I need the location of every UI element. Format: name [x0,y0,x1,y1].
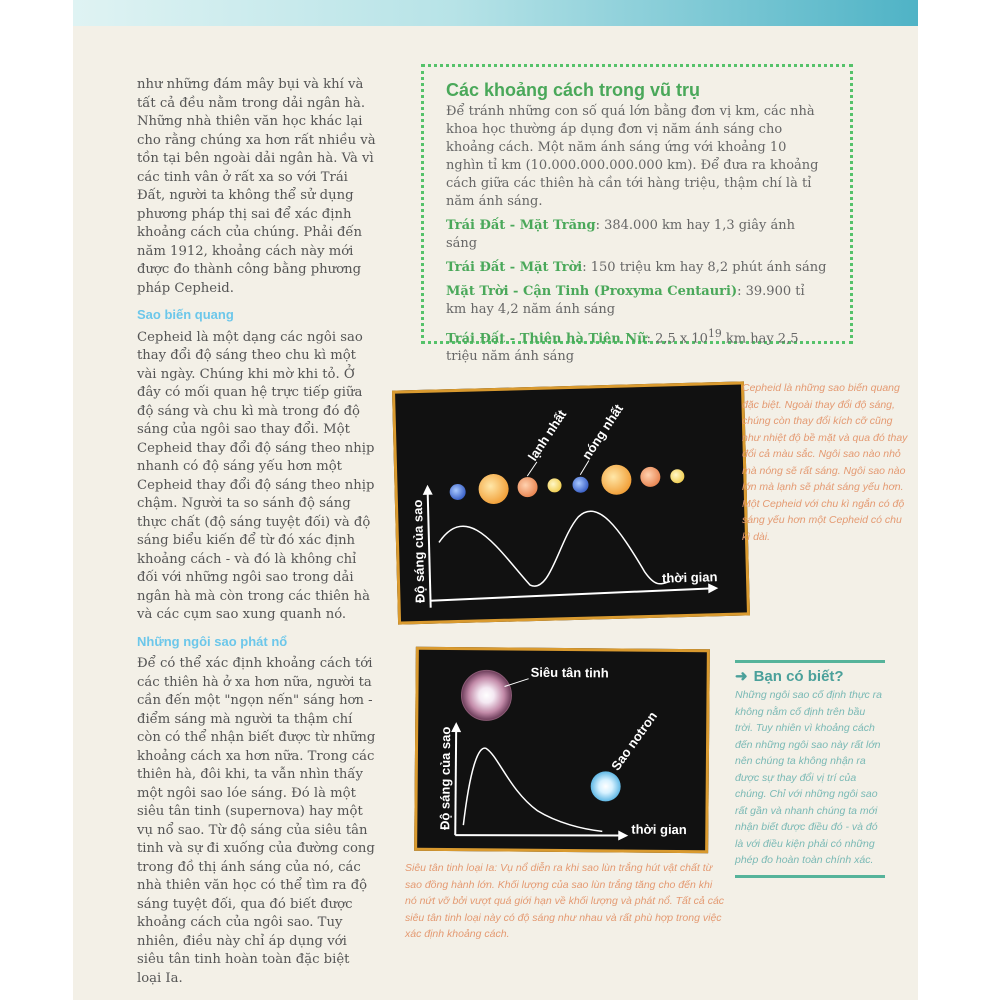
did-you-know-title: ➜ Bạn có biết? [735,668,844,685]
did-you-know-top-rule [735,660,885,663]
arrow-right-icon: ➜ [735,668,748,685]
x-axis-label: thời gian [661,569,718,586]
label-hottest: nóng nhất [578,401,627,463]
cepheid-light-curve [438,509,670,589]
supernova-brightness-chart [414,647,710,854]
supernova-caption: Siêu tân tinh loại Ia: Vụ nổ diễn ra khi sao lùn trắng hút vật chất từ sao đồng hành lớn. Khối lượng của sao lùn trắng tăng cho đến khi nó nứt vỡ bởi vượt quá giới hạn về khối lượng và phát nổ. Tất cả các siêu tân tinh loại này có độ sáng như nhau và rất phù hợp trong việc xác định khoảng cách. [405,862,725,940]
main-text-column [137,76,377,988]
label-supernova: Siêu tân tinh [530,664,609,681]
supernova-light-curve [463,748,603,831]
distances-info-box [421,64,853,365]
box-intro: Để tránh những con số quá lớn bằng đơn vị km, các nhà khoa học thường áp dụng đơn vị năm ánh sáng cho khoảng cách. Một năm ánh sáng ứng với khoảng 10 nghìn tỉ km (10.000.000.000.000 km). Để đưa ra khoảng cách giữa các thiên hà cần tới hàng triệu, thậm chí là tỉ năm ánh sáng. [446,104,819,209]
star-salmon-2 [640,467,661,488]
x-axis [455,834,622,836]
supernova-chart-svg [417,650,707,851]
distance-sun-proxima: Mặt Trời - Cận Tinh (Proxyma Centauri): 39.900 tỉ km hay 4,2 năm ánh sáng [446,284,805,317]
star-blue-small-2 [572,477,588,493]
star-yellow-small [547,478,561,492]
y-axis-label: Độ sáng của sao [437,726,454,831]
supernova-star [461,670,511,720]
distance-earth-sun: Trái Đất - Mặt Trời: 150 triệu km hay 8,2 phút ánh sáng [446,260,827,275]
neutron-star [591,771,621,801]
cepheid-brightness-chart [392,381,750,624]
y-axis-arrow [422,485,432,495]
heading-exploding-stars: Những ngôi sao phát nổ [137,633,288,649]
did-you-know-box [735,660,885,878]
pointer-coolest [527,462,537,476]
star-orange-large [478,474,509,505]
cepheid-paragraph: Cepheid là một dạng các ngôi sao thay đổi độ sáng theo chu kì một vài ngày. Chúng khi mờ khi tỏ. Ở đây có mối quan hệ trực tiếp giữa độ sáng và chu kì mà trong đó độ sáng của ngôi sao thay đổi. Một Cepheid thay đổi độ sáng theo nhịp nhanh có độ sáng yếu hơn một Cepheid thay đổi độ sáng theo nhịp chậm. Người ta so sánh độ sáng thực chất (độ sáng tuyệt đối) và độ sáng biểu kiến để từ đó xác định khoảng cách - và đó là không chỉ đối với những ngôi sao trong dải ngân hà mà còn trong các thiên hà và các cụm sao xung quanh nó. [137,329,375,622]
y-axis [455,728,456,835]
did-you-know-bottom-rule [735,875,885,878]
star-salmon [517,477,538,498]
cepheid-chart-svg [395,385,747,622]
label-coolest: lạnh nhất [524,407,570,464]
did-you-know-text: Những ngôi sao cố định thực ra không nằm cố định trên bầu trời. Tuy nhiên vì khoảng cách đến những ngôi sao này rất lớn nên chúng ta không nhận ra được sự thay đổi vị trí của chúng. Chỉ với những ngôi sao rất gần và nhanh chúng ta mới nhận biết được điều đó - và đó là với điều kiện phải có những phép đo hoàn toàn chính xác. [735,689,882,866]
box-title: Các khoảng cách trong vũ trụ [446,80,701,100]
x-axis-arrow [618,830,628,840]
pointer-hottest [580,461,589,475]
x-axis-label: thời gian [631,821,687,838]
y-axis [428,491,431,608]
x-axis-arrow [708,583,718,593]
x-axis [430,588,712,600]
star-yellow-small-2 [670,469,684,483]
distance-earth-moon: Trái Đất - Mặt Trăng: 384.000 km hay 1,3 giây ánh sáng [446,218,795,251]
top-banner [73,0,918,26]
intro-paragraph: như những đám mây bụi và khí và tất cả đều nằm trong dải ngân hà. Những nhà thiên văn học khác lại cho rằng chúng xa hơn rất nhiều và tồn tại bên ngoài dải ngân hà. Và vì các tinh vân ở rất xa so với Trái Đất, người ta không thể sử dụng phương pháp thị sai để xác định khoảng cách của chúng. Phải đến năm 1912, khoảng cách này mới được đo thành công bằng phương pháp Cepheid. [137,77,376,296]
distance-earth-andromeda: Trái Đất - Thiên hà Tiên Nữ: 2,5 x $10^{19}$ km hay 2,5 triệu năm ánh sáng [446,327,799,365]
cepheid-caption: Cepheid là những sao biến quang đặc biệt. Ngoài thay đổi độ sáng, chúng còn thay đổi kích cỡ cũng như nhiệt độ bề mặt và qua đó thay đổi cả màu sắc. Ngôi sao nào nhỏ mà nóng sẽ rất sáng. Ngôi sao nào lớn mà lạnh sẽ phát sáng yếu hơn. Một Cepheid với chu kì ngắn có độ sáng yếu hơn một Cepheid có chu kì dài. [742,382,908,543]
star-orange-large-2 [601,464,632,495]
y-axis-label: Độ sáng của sao [409,499,428,604]
label-neutron: Sao notron [608,708,661,774]
star-blue-small [449,484,465,500]
heading-variable-stars: Sao biến quang [137,307,234,322]
supernova-paragraph: Để có thể xác định khoảng cách tới các thiên hà ở xa hơn nữa, người ta cần đến một "ngọn nến" sáng hơn - điểm sáng mà người ta thậm chí còn có thể nhận biết được từ những khoảng cách xa hơn nữa. Trong các thiên hà, đôi khi, ta vẫn nhìn thấy một ngôi sao lóe sáng. Đó là một siêu tân tinh (supernova) hay một vụ nổ sao. Từ độ sáng của siêu tân tinh và sự đi xuống của đường cong trong đồ thị ánh sáng của nó, các nhà thiên văn học có thể tìm ra độ sáng tuyệt đối, qua đó biết được khoảng cách của ngôi sao. Tuy nhiên, điều này chỉ áp dụng với siêu tân tinh hoàn toàn đặc biệt loại Ia. [137,656,376,986]
